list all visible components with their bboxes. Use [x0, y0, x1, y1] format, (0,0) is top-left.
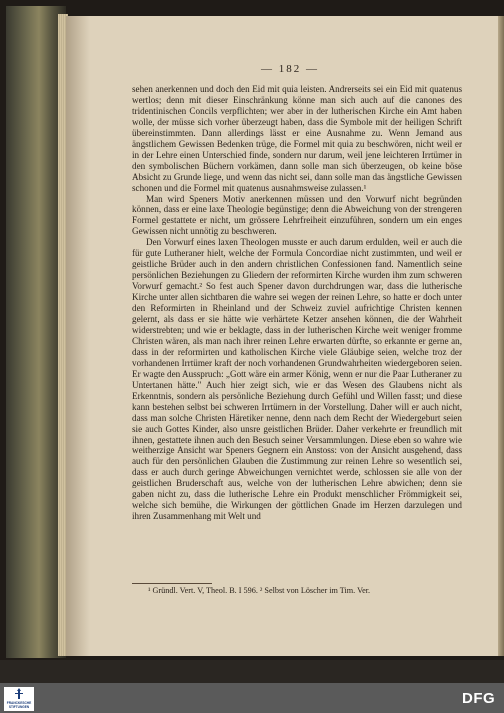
book-cover-edge [6, 6, 66, 658]
body-text [132, 84, 462, 522]
paragraph: Den Vorwurf eines laxen Theologen musste er auch darum erdulden, weil er auch die für gute Lutheraner hielt, welche der Formula Concordiae nicht zustimmten, und weil er geistliche Brüder auch in den andern christlichen Confessionen fand. Namentlich seine persönlichen Beziehungen zu Gliedern der reformirten Kirche wurden ihm zum schweren Vorwurf gemacht.² So fest auch Spener davon durchdrungen war, dass die lutherische Kirche unter allen sichtbaren die wahre sei wegen der reinen Lehre, so hatte er doch unter den Reformirten in Rheinland und der Schweiz zuviel aufrichtige Christen kennen gelernt, als dass er sie hätte wie verhärtete Ketzer ansehen können, die der Wahrheit widerstrebten; und wie er beklagte, dass in der lutherischen Kirche weit weniger fromme Christen wären, als man nach ihrer reinen Lehre erwarten dürfte, so erkannte er gerne an, dass in der reformirten und katholischen Kirche viele Gläubige seien, welche troz der vorhandenen Irrtümer kraft der noch vorhandenen Grundwahrheiten wiedergeboren seien. Er wagte den Ausspruch: „Gott wäre ein armer König, wenn er nur die Paar Lutheraner zu Untertanen hätte." Auch hier zeigt sich, wie er das Wesen des Glaubens nicht als Erkenntnis, sondern als persönliche Beziehung durch Gefühl und Willen fasst; und diese kann bestehen selbst bei schweren Irrtümern in der Vorstellung. Daher will er auch nicht, dass man solche Christen Häretiker nenne, denn nach dem Recht der Wiedergeburt seien sie auch Gottes Kinder, also unsre geistlichen Brüder. Daher verkehrte er freundlich mit ihnen, gestattete ihnen auch den Besuch seiner Versammlungen. Diese eben so wahre wie weitherzige Ansicht war Speners Gegnern ein Anstoss: von der Ansicht ausgehend, dass auch für den persönlichen Glauben die Zustimmung zur reinen Lehre so wesentlich sei, dass er auch durch geringe Abweichungen vernichtet werde, schlossen sie alle von der geistlichen Bruderschaft aus, welche von der lutherischen Lehre abwichen; denn sie gaben nicht zu, dass die lutherische Lehre ein Produkt menschlicher Frömmigkeit sei, welche sich bemühe, die Wirkungen der göttlichen Gnade im Herzen darzulegen und ihren Zusammenhang mit Welt und [132, 237, 462, 522]
page-number: — 182 — [261, 63, 319, 75]
page-right-edge [498, 16, 504, 656]
paragraph: Man wird Speners Motiv anerkennen müssen und den Vorwurf nicht begründen können, dass er eine laxe Theologie begünstige; denn die Abweichung von der strengeren Formel gestattete er nicht, um grössere Lehrfreiheit einzuführen, sondern um ein enges Gewissen nicht unnötig zu beschweren. [132, 193, 462, 237]
paragraph: sehen anerkennen und doch den Eid mit quia leisten. Andrerseits sei ein Eid mit quatenus wertlos; denn mit dieser Einschränkung könne man sich auch auf die canones des tridentinischen Concils verpflichten; wer aber in der lutherischen Kirche ein Amt haben wolle, der müsse sich vorher überzeugt haben, dass die Symbole mit der heiligen Schrift übereinstimmten. Dann allerdings lässt er eine Ausnahme zu. Wenn Jemand aus ängstlichem Gewissen Bedenken trüge, die Formel mit quia zu beschwören, nicht weil er in der Lehre einen Unterschied finde, sondern nur darum, weil jene leichteren Irrtümer in den symbolischen Büchern vorkämen, dann solle man sich überzeugen, ob keine böse Absicht zu Grunde liege, und wenn das nicht sei, dann solle man das ängstliche Gewissen schonen und die Formel mit quatenus ausnahmsweise zulassen.¹ [132, 84, 462, 193]
logo-icon [14, 688, 24, 700]
logo-text: FRANCKESCHE STIFTUNGEN [6, 701, 32, 709]
franckesche-stiftungen-logo[interactable] [4, 687, 34, 711]
viewer-bottom-bar [0, 683, 504, 713]
footnote: ¹ Gründl. Vert. V, Theol. B. I 596. ² Selbst von Löscher im Tim. Ver. [148, 586, 371, 595]
dfg-logo[interactable]: DFG [462, 690, 496, 707]
footnote-rule [132, 583, 212, 584]
